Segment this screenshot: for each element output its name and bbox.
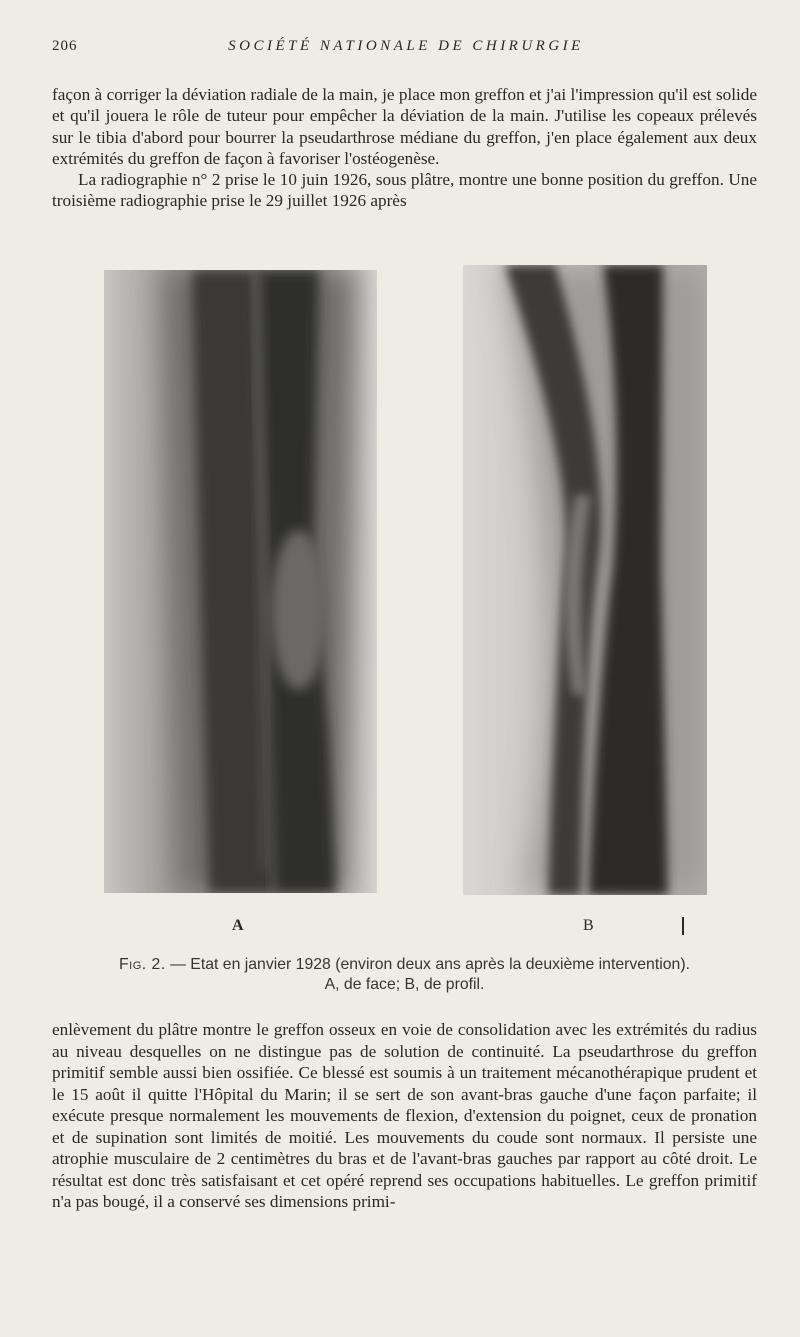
radiograph-a xyxy=(104,270,377,893)
radiograph-b xyxy=(463,265,707,895)
page-number: 206 xyxy=(52,38,78,54)
figure-number: Fig. 2. xyxy=(119,956,166,973)
stray-mark xyxy=(682,917,684,935)
figure-caption xyxy=(52,955,757,995)
running-head: SOCIÉTÉ NATIONALE DE CHIRURGIE xyxy=(228,38,584,54)
caption-line-1: — Etat en janvier 1928 (environ deux ans après la deuxième intervention). xyxy=(165,956,690,973)
caption-line-2: A, de face; B, de profil. xyxy=(324,976,485,993)
panel-label-b: B xyxy=(583,917,594,934)
body-text-top xyxy=(52,84,757,212)
paragraph-1: façon à corriger la déviation radiale de la main, je place mon greffon et j'ai l'impression qu'il est solide et qu'il jouera le rôle de tuteur pour empêcher la déviation de la main. J'utilise les copeaux prélevés sur le tibia d'abord pour bourrer la pseudarthrose médiane du greffon, j'en place également aux deux extrémités du greffon de façon à favoriser l'ostéogenèse. xyxy=(52,85,757,168)
body-text-bottom: enlèvement du plâtre montre le greffon osseux en voie de consolidation avec les extrémités du radius au niveau desquelles on ne distingue pas de solution de continuité. La pseudarthrose du greffon primitif semble aussi bien ossifiée. Ce blessé est soumis à un traitement mécanothérapique prudent et le 15 août il quitte l'Hôpital du Marin; il se sert de son avant-bras gauche d'une façon parfaite; il exécute presque normalement les mouvements de flexion, d'extension du poignet, ceux de pronation et de supination sont limités de moitié. Les mouvements du coude sont normaux. Il persiste une atrophie musculaire de 2 centimètres du bras et de l'avant-bras gauches par rapport au côté droit. Le résultat est donc très satisfaisant et cet opéré reprend ses occupations habituelles. Le greffon primitif n'a pas bougé, il a conservé ses dimensions primi- xyxy=(52,1020,757,1211)
page-header xyxy=(52,38,760,60)
paragraph-2: La radiographie n° 2 prise le 10 juin 1926, sous plâtre, montre une bonne position du greffon. Une troisième radiographie prise le 29 juillet 1926 après xyxy=(52,170,757,211)
panel-label-a: A xyxy=(232,917,244,934)
